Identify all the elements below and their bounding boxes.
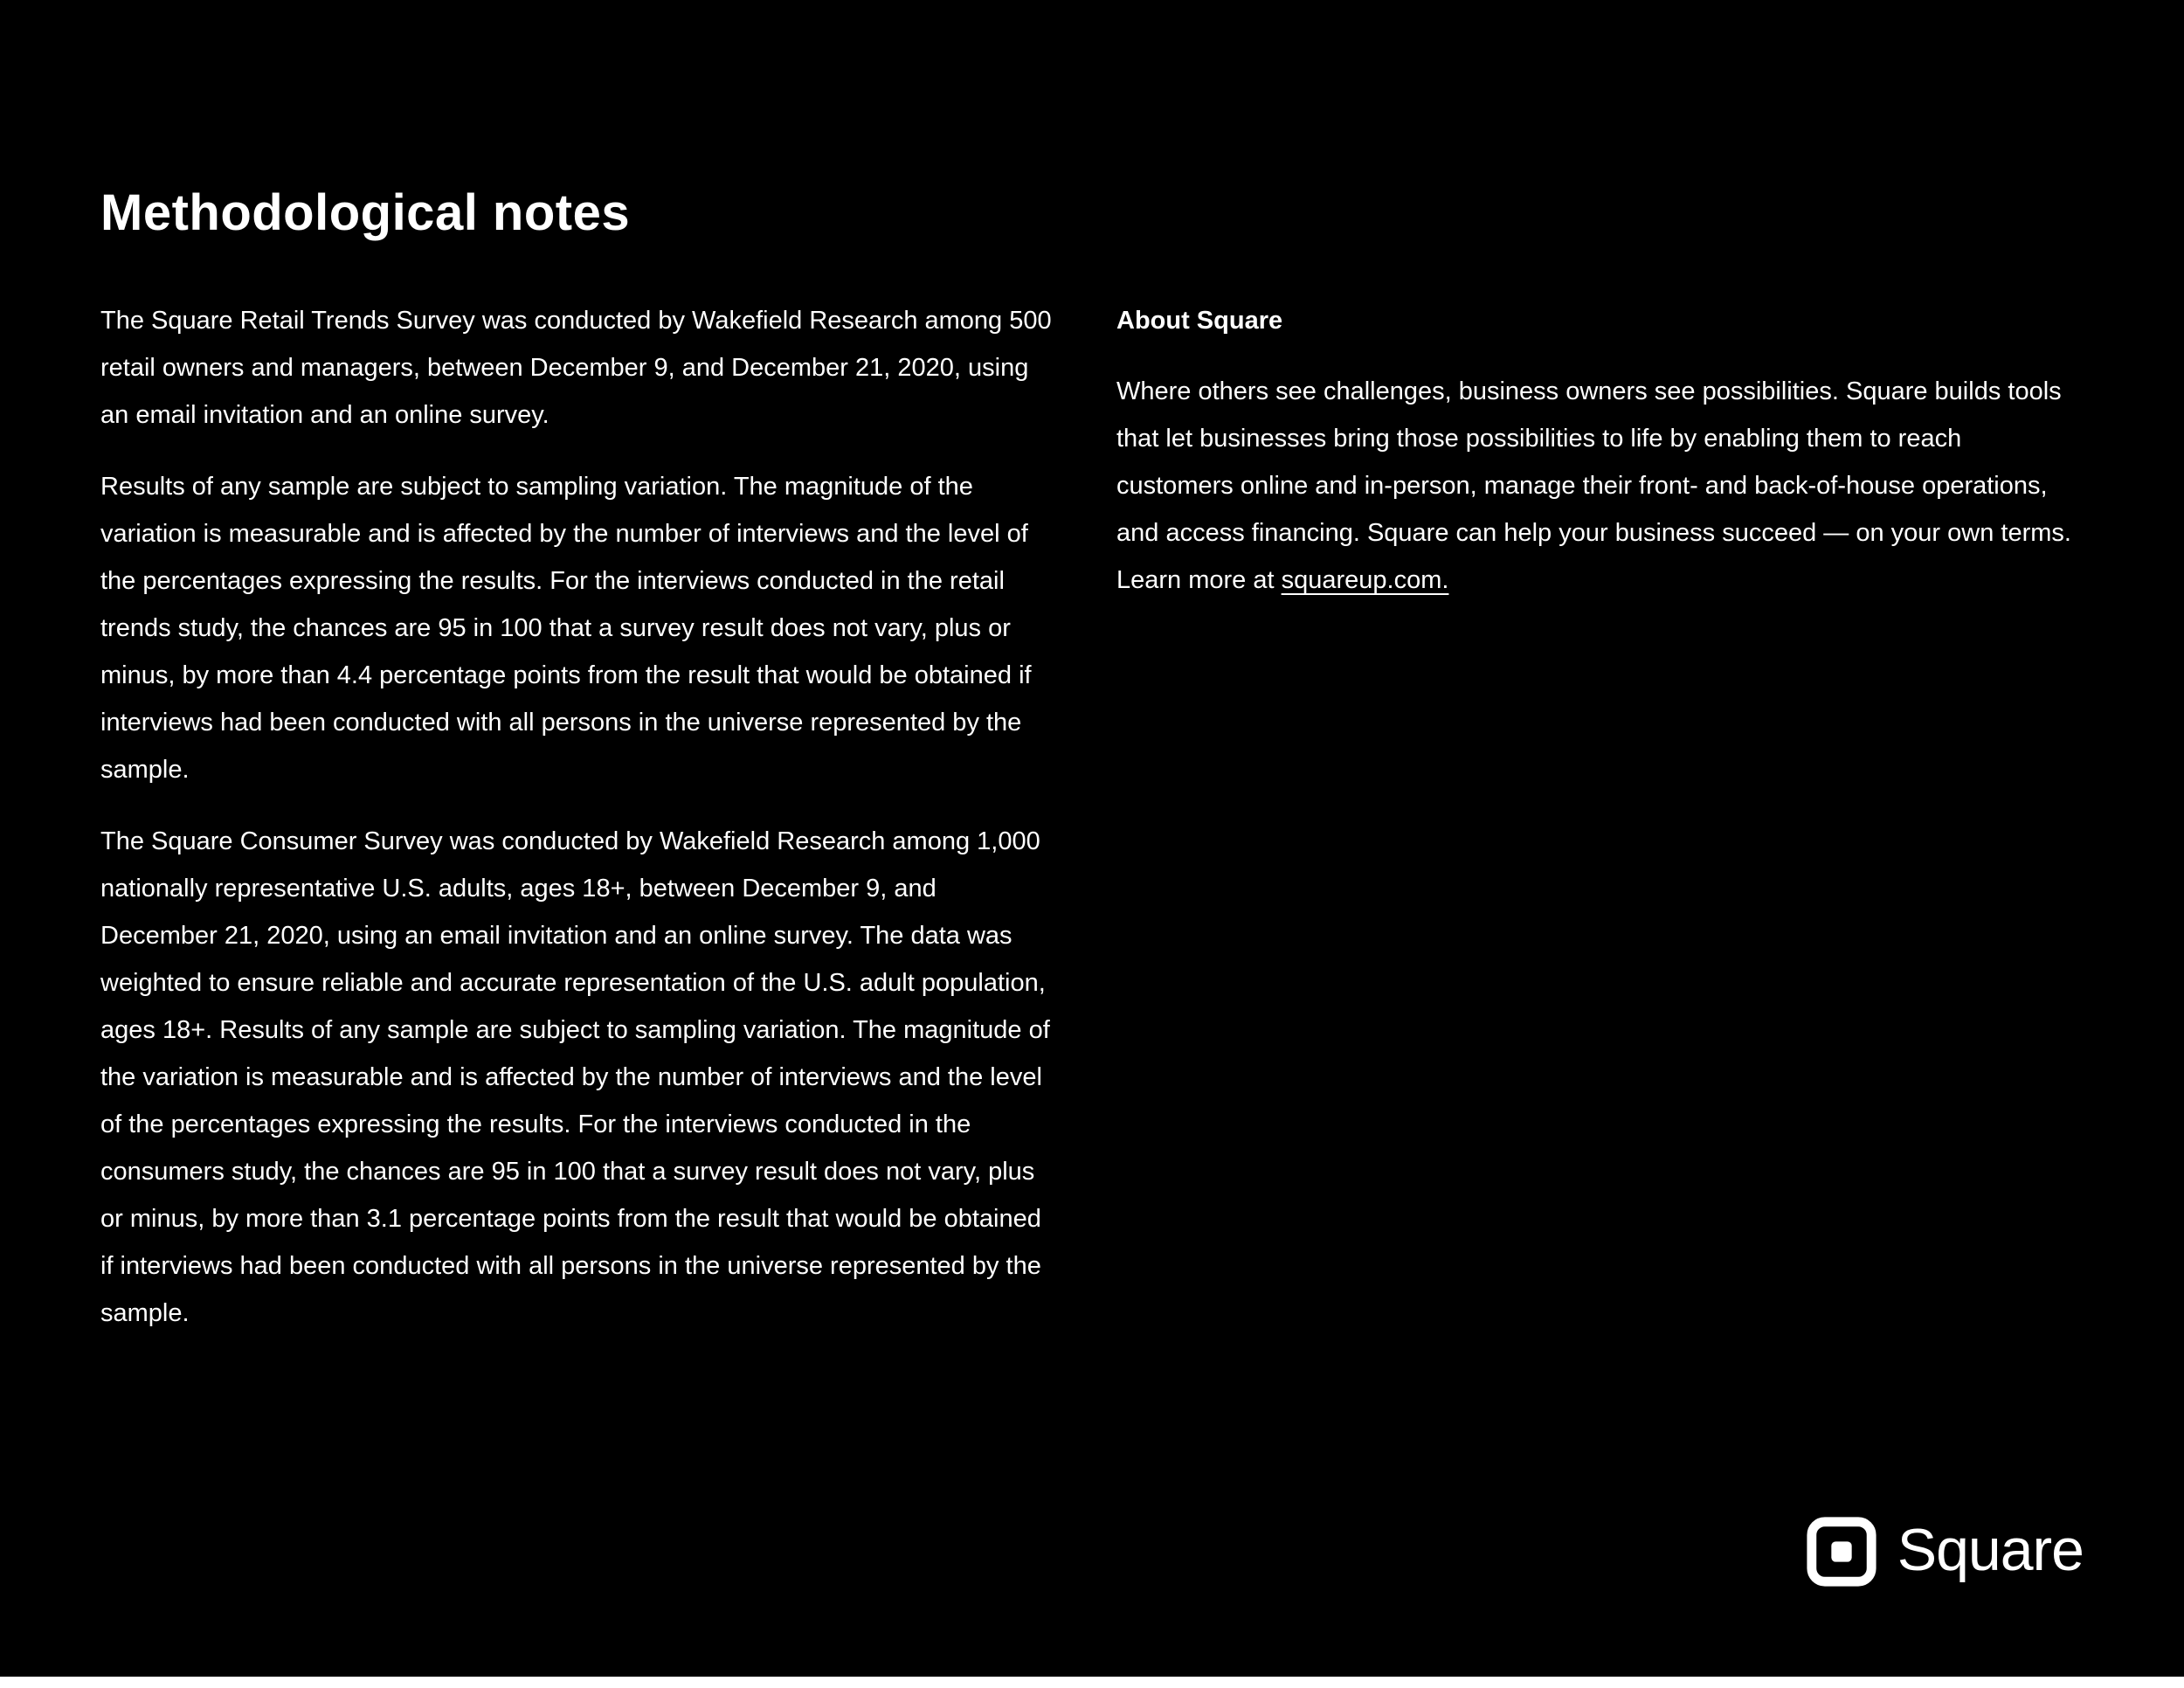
square-brand [1807,1515,2084,1588]
methodology-column [100,297,1059,1337]
squareup-link[interactable]: squareup.com. [1281,566,1449,594]
square-wordmark: Square [1897,1517,2084,1583]
about-square-paragraph [1116,368,2075,604]
square-logo-icon [1807,1517,1876,1587]
paragraph-sampling-variation: Results of any sample are subject to sampling variation. The magnitude of the variation is measurable and is affected by the number of interviews and the level of the percentages expressing the results. For the interviews conducted in the retail trends study, the chances are 95 in 100 that a survey result does not vary, plus or minus, by more than 4.4 percentage points from the result that would be obtained if interviews had been conducted with all persons in the universe represented by the sample. [100,473,1032,784]
page-title: Methodological notes [100,184,631,241]
about-square-column [1116,297,2075,604]
about-square-text: Where others see challenges, business owners see possibilities. Square builds tools that let businesses bring those possibilities to life by enabling them to reach customers online and in-person, manage their front- and back-of-house operations, and access financing. Square can help your business succeed — on your own terms. Learn more at [1116,377,2071,594]
bottom-white-bar [0,1677,2184,1688]
content-columns [100,297,2075,1337]
paragraph-consumer-survey: The Square Consumer Survey was conducted by Wakefield Research among 1,000 nationally representative U.S. adults, ages 18+, between December 9, and December 21, 2020, using an email invitation and an online survey. The data was weighted to ensure reliable and accurate representation of the U.S. adult population, ages 18+. Results of any sample are subject to sampling variation. The magnitude of the variation is measurable and is affected by the number of interviews and the level of the percentages expressing the results. For the interviews conducted in the consumers study, the chances are 95 in 100 that a survey result does not vary, plus or minus, by more than 3.1 percentage points from the result that would be obtained if interviews had been conducted with all persons in the universe represented by the sample. [100,827,1050,1327]
paragraph-retail-survey: The Square Retail Trends Survey was conducted by Wakefield Research among 500 retail owners and managers, between December 9, and December 21, 2020, using an email invitation and an online survey. [100,307,1052,429]
about-square-heading: About Square [1116,307,1283,335]
